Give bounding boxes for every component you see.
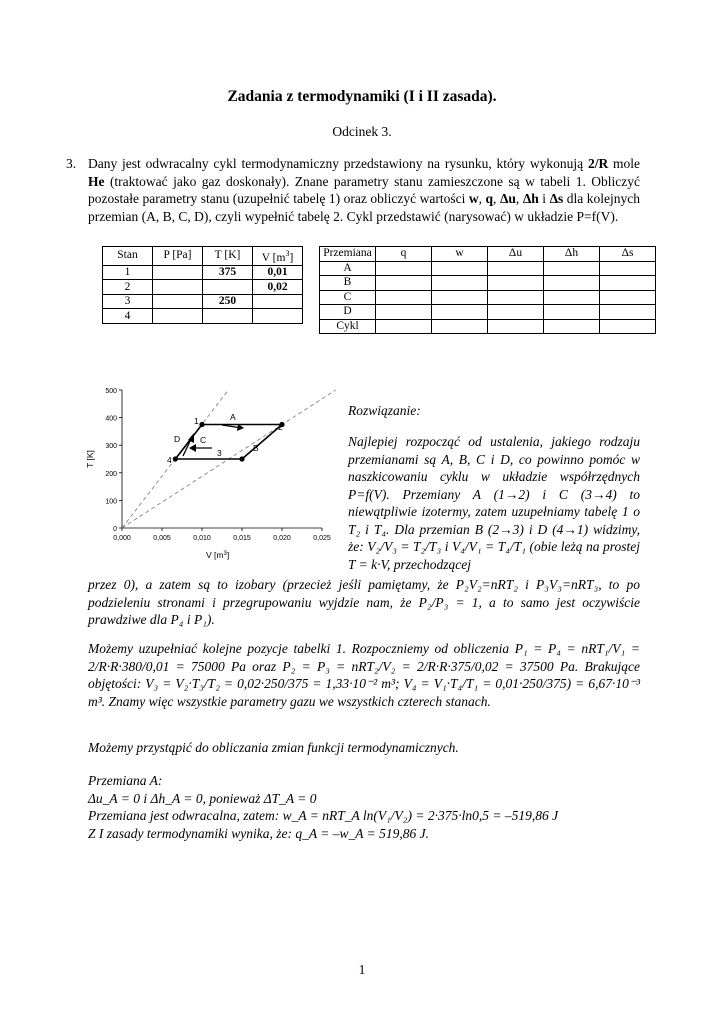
cycle-path bbox=[175, 425, 282, 460]
cell: D bbox=[320, 305, 376, 320]
cell: 250 bbox=[203, 294, 253, 309]
cell bbox=[153, 265, 203, 280]
y-tick-label: 0 bbox=[113, 526, 117, 533]
cell: 0,01 bbox=[253, 265, 303, 280]
task-text: dla kolejnych przemian (A, B, C, D), czyli wypełnić tabelę 2. Cykl przedstawić (narysować) w układzie P=f(V). bbox=[88, 191, 641, 224]
process-label-d: D bbox=[174, 434, 181, 444]
y-tick-label: 300 bbox=[105, 443, 117, 451]
cell bbox=[544, 276, 600, 291]
cell bbox=[203, 309, 253, 324]
table-row bbox=[103, 265, 303, 280]
cell: A bbox=[320, 261, 376, 276]
table-row bbox=[320, 276, 656, 291]
cell bbox=[600, 261, 656, 276]
cycle-chart bbox=[82, 378, 338, 570]
state-point-4 bbox=[173, 456, 178, 461]
cell bbox=[600, 305, 656, 320]
col-v: V $[m^3]$ bbox=[253, 247, 303, 266]
table-row bbox=[320, 290, 656, 305]
cell bbox=[153, 280, 203, 295]
y-tick-label: 400 bbox=[105, 415, 117, 423]
cell bbox=[376, 276, 432, 291]
col-p: P [Pa] bbox=[153, 247, 203, 266]
task-text: (traktować jako gaz doskonały). Znane parametry stanu zamieszczone są w tabeli 1. Obliczyć pozostałe parametry stanu (uzupełnić tabelę 1) oraz obliczyć wartości bbox=[88, 173, 640, 206]
solution-paragraph-4 bbox=[88, 772, 640, 842]
task-bold-moles: 2/R bbox=[587, 156, 609, 171]
task-bold-w: w bbox=[468, 191, 479, 206]
cell bbox=[153, 309, 203, 324]
state-table bbox=[102, 246, 303, 324]
page-title: Zadania z termodynamiki (I i II zasada). bbox=[227, 88, 497, 105]
cell: 2 bbox=[103, 280, 153, 295]
task-text: i bbox=[538, 191, 550, 206]
process-a-line-1: Δu_A = 0 i Δh_A = 0, ponieważ ΔT_A = 0 bbox=[88, 790, 317, 806]
process-label-b: B bbox=[253, 443, 259, 453]
cell bbox=[376, 305, 432, 320]
cell bbox=[432, 261, 488, 276]
x-tick-label: 0,020 bbox=[273, 535, 291, 542]
col-t: T [K] bbox=[203, 247, 253, 266]
cell bbox=[432, 305, 488, 320]
col-dh: Δh bbox=[544, 247, 600, 262]
x-axis-label: V $[m^3]$ bbox=[206, 550, 230, 560]
cell bbox=[488, 290, 544, 305]
cell: Cykl bbox=[320, 319, 376, 334]
cell bbox=[376, 261, 432, 276]
cell bbox=[432, 276, 488, 291]
solution-paragraph-2: Możemy uzupełniać kolejne pozycje tabelki 1. Rozpoczniemy od obliczenia P₁ = P₄ = nRT₁/V₁ = 2/R·R·380/0,01 = 75000 Pa oraz P₂ = P₃ = nRT₂/V₂ = 2/R·R·375/0,02 = 37500 Pa. Brakujące objętości: V₃ = V₂·T₃/T₂ = 0,02·250/375 = 1,33·10⁻² m³; V₄ = V₁·T₄/T₁ = 0,01·250/375) = 6,67·10⁻³ m³. Znamy więc wszystkie parametry gazu we wszystkich czterech stanach. bbox=[88, 641, 640, 709]
point-label-2: 2 bbox=[278, 422, 283, 432]
point-label-4: 4 bbox=[167, 455, 172, 465]
y-ticks bbox=[105, 388, 122, 533]
cell bbox=[600, 276, 656, 291]
cell: 375 bbox=[203, 265, 253, 280]
cell bbox=[488, 276, 544, 291]
point-label-1: 1 bbox=[194, 416, 199, 426]
page-subtitle: Odcinek 3. bbox=[332, 124, 392, 139]
table-header-row bbox=[320, 247, 656, 262]
x-tick-label: 0,005 bbox=[153, 535, 171, 542]
solution-heading: Rozwiązanie: bbox=[348, 403, 421, 418]
task-bold-gas: He bbox=[88, 173, 105, 189]
state-point-3 bbox=[239, 456, 244, 461]
cell bbox=[488, 319, 544, 334]
task-bold-ds: Δs bbox=[549, 191, 564, 206]
cell bbox=[253, 309, 303, 324]
table-row bbox=[320, 305, 656, 320]
process-label-c: C bbox=[200, 435, 207, 445]
page-number: 1 bbox=[358, 962, 366, 977]
x-tick-label: 0,025 bbox=[313, 535, 331, 542]
task-bold-du: Δu bbox=[499, 191, 516, 206]
cell: 3 bbox=[103, 294, 153, 309]
task-text: mole bbox=[608, 156, 640, 171]
solution-paragraph-3: Możemy przystąpić do obliczania zmian funkcji termodynamicznych. bbox=[88, 740, 459, 755]
y-axis-label: T [K] bbox=[85, 450, 95, 468]
cell bbox=[203, 280, 253, 295]
process-a-heading: Przemiana A: bbox=[88, 773, 163, 788]
x-ticks bbox=[113, 528, 331, 542]
cell bbox=[376, 290, 432, 305]
cell bbox=[544, 305, 600, 320]
col-ds: Δs bbox=[600, 247, 656, 262]
col-du: Δu bbox=[488, 247, 544, 262]
x-axis-label-text: V [m bbox=[206, 550, 224, 560]
process-a-line-3: Z I zasady termodynamiki wynika, że: q_A = –w_A = 519,86 J. bbox=[88, 825, 429, 841]
cell bbox=[253, 294, 303, 309]
cell bbox=[153, 294, 203, 309]
cell bbox=[488, 261, 544, 276]
cell bbox=[432, 319, 488, 334]
cell bbox=[544, 261, 600, 276]
cell bbox=[432, 290, 488, 305]
cell: 0,02 bbox=[253, 280, 303, 295]
col-q: q bbox=[376, 247, 432, 262]
task-bold-dh: Δh bbox=[522, 191, 539, 206]
task-statement bbox=[66, 155, 641, 225]
cell bbox=[544, 319, 600, 334]
col-v-label: V [m bbox=[261, 251, 286, 264]
x-tick-label: 0,015 bbox=[233, 535, 251, 542]
process-table bbox=[319, 246, 656, 334]
task-text: , bbox=[478, 191, 486, 206]
cell bbox=[600, 319, 656, 334]
table-row bbox=[103, 280, 303, 295]
table-header-row bbox=[103, 247, 303, 266]
cell: 1 bbox=[103, 265, 153, 280]
table-row bbox=[103, 309, 303, 324]
col-przemiana: Przemiana bbox=[320, 247, 376, 262]
cell bbox=[376, 319, 432, 334]
task-bold-q: q bbox=[485, 191, 494, 206]
arrow-c-head-icon bbox=[189, 444, 196, 452]
task-text: , bbox=[493, 191, 500, 206]
table-row bbox=[320, 319, 656, 334]
x-tick-label: 0,010 bbox=[193, 535, 211, 542]
process-label-a: A bbox=[230, 412, 236, 422]
task-number: 3. bbox=[66, 156, 77, 171]
state-point-1 bbox=[199, 422, 204, 427]
col-stan: Stan bbox=[103, 247, 153, 266]
table-row bbox=[103, 294, 303, 309]
x-tick-label: 0,000 bbox=[113, 535, 131, 542]
solution-paragraph-1: przez 0), a zatem są to izobary (przecież jeśli pamiętamy, że P₂V₂=nRT₂ i P₃V₃=nRT₃, to po podzieleniu stronami i przegrupowaniu wyjdzie nam, że P₂/P₃ = 1, a to samo jest oczywiście prawdziwe dla P₄ i P₁). bbox=[88, 577, 640, 627]
task-text: , bbox=[515, 191, 523, 206]
solution-intro: Najlepiej rozpocząć od ustalenia, jakiego rodzaju przemianami są A, B, C i D, co powinno pomóc w naszkicowaniu cyklu w układzie współrzędnych P=f(V). Przemiany A (1→2) i C (3→4) to niewątpliwie izotermy, zatem uzupełniamy tabelę 1 o T₂ i T₄. Dla przemian B (2→3) i D (4→1) widzimy, że: V₂/V₃ = T₂/T₃ i V₄/V₁ = T₄/T₁ (obie leżą na prostej T = k·V, przechodzącej bbox=[348, 434, 640, 572]
task-text: Dany jest odwracalny cykl termodynamiczny przedstawiony na rysunku, który wykonują bbox=[88, 156, 588, 171]
cell bbox=[600, 290, 656, 305]
cell: 4 bbox=[103, 309, 153, 324]
col-w: w bbox=[432, 247, 488, 262]
y-tick-label: 500 bbox=[105, 388, 117, 395]
cell bbox=[544, 290, 600, 305]
point-label-3: 3 bbox=[217, 448, 222, 458]
cell: C bbox=[320, 290, 376, 305]
y-tick-label: 100 bbox=[105, 498, 117, 506]
y-tick-label: 200 bbox=[105, 470, 117, 478]
cell: B bbox=[320, 276, 376, 291]
table-row bbox=[320, 261, 656, 276]
process-a-line-2: Przemiana jest odwracalna, zatem: w_A = nRT_A ln(V₁/V₂) = 2·375·ln0,5 = –519,86 J bbox=[88, 808, 559, 823]
cell bbox=[488, 305, 544, 320]
